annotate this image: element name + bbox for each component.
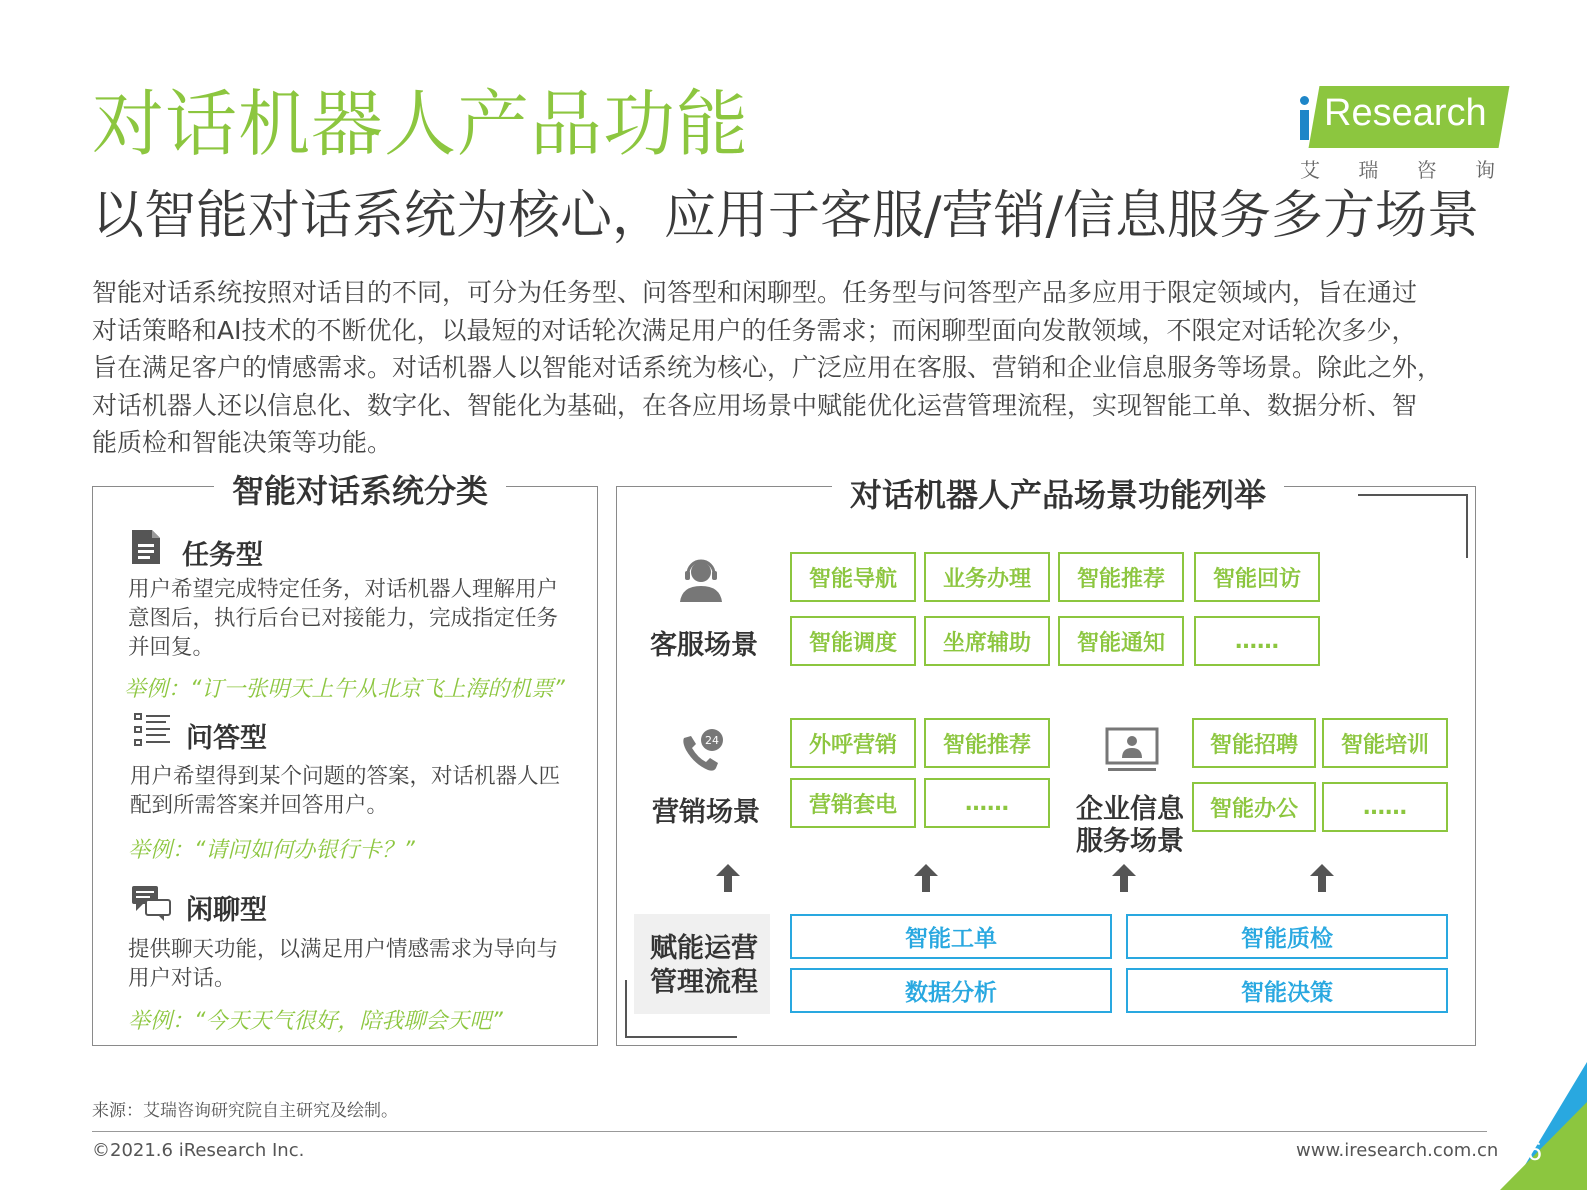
type-qa-heading: 问答型	[186, 723, 267, 754]
type-chat-description	[128, 935, 558, 993]
function-box: 智能办公	[1192, 782, 1316, 832]
desc-line: 意图后，执行后台已对接能力，完成指定任务	[128, 606, 559, 631]
type-task-example: 举例：“订一张明天上午从北京飞上海的机票”	[124, 677, 565, 702]
corner-decoration	[1480, 1062, 1587, 1194]
function-box: 智能导航	[790, 552, 916, 602]
intro-line: 对话策略和AI技术的不断优化，以最短的对话轮次满足用户的任务需求；而闲聊型面向发散领域，不限定对话轮次多少，	[92, 315, 1417, 345]
logo-cn-char: 艾	[1300, 158, 1320, 182]
type-task-heading: 任务型	[182, 540, 263, 571]
function-box: 智能招聘	[1192, 718, 1316, 768]
website-url: www.iresearch.com.cn	[1296, 1140, 1499, 1161]
function-box: 外呼营销	[790, 718, 916, 768]
function-box: 智能推荐	[924, 718, 1050, 768]
footer-divider	[92, 1131, 1487, 1132]
logo-brand-text: Research	[1324, 92, 1487, 134]
type-qa-example: 举例：“请问如何办银行卡？”	[128, 838, 415, 863]
page-subtitle: 以智能对话系统为核心，应用于客服/营销/信息服务多方场景	[92, 186, 1480, 246]
desc-line: 用户希望完成特定任务，对话机器人理解用户	[128, 577, 559, 602]
operation-box: 智能质检	[1126, 914, 1448, 959]
up-arrow-icon	[914, 864, 938, 896]
document-icon	[130, 528, 162, 570]
enterprise-label	[1076, 794, 1184, 858]
logo-cn-text	[1300, 154, 1495, 183]
function-box: 业务办理	[924, 552, 1050, 602]
source-note: 来源：艾瑞咨询研究院自主研究及绘制。	[92, 1101, 398, 1121]
list-icon	[134, 712, 172, 752]
logo-i-dot	[1300, 96, 1309, 105]
classification-panel-title: 智能对话系统分类	[214, 466, 506, 512]
logo-i-bar	[1300, 110, 1309, 140]
operation-box: 智能工单	[790, 914, 1112, 959]
type-task-description	[128, 575, 558, 662]
intro-line: 智能对话系统按照对话目的不同，可分为任务型、问答型和闲聊型。任务型与问答型产品多应用于限定领域内，旨在通过	[92, 278, 1418, 307]
up-arrow-icon	[1310, 864, 1334, 896]
logo-cn-char: 瑞	[1358, 158, 1379, 182]
function-box: 营销套电	[790, 778, 916, 828]
desc-line: 用户希望得到某个问题的答案，对话机器人匹	[130, 764, 561, 789]
monitor-user-icon	[1104, 726, 1160, 778]
type-chat-example: 举例：“今天天气很好，陪我聊会天吧”	[128, 1009, 503, 1034]
desc-line: 提供聊天功能，以满足用户情感需求为导向与	[128, 937, 559, 962]
type-chat-heading: 闲聊型	[186, 895, 267, 926]
page-number: 6	[1527, 1138, 1543, 1166]
up-arrow-icon	[716, 864, 740, 896]
headset-agent-icon	[678, 556, 724, 608]
operations-label-line: 管理流程	[650, 967, 758, 998]
operations-label	[650, 932, 758, 1000]
chat-icon	[130, 884, 172, 926]
customer-service-label: 客服场景	[650, 630, 758, 661]
operation-box: 数据分析	[790, 968, 1112, 1013]
desc-line: 并回复。	[128, 635, 215, 660]
function-box: 智能回访	[1194, 552, 1320, 602]
iresearch-logo	[1300, 86, 1500, 181]
function-box: 智能推荐	[1058, 552, 1184, 602]
enterprise-label-line: 服务场景	[1076, 826, 1184, 857]
intro-line: 旨在满足客户的情感需求。对话机器人以智能对话系统为核心，广泛应用在客服、营销和企业信息服务等场景。除此之外，	[92, 353, 1443, 382]
operation-box: 智能决策	[1126, 968, 1448, 1013]
page-title: 对话机器人产品功能	[92, 82, 750, 166]
up-arrow-icon	[1112, 864, 1136, 896]
marketing-label: 营销场景	[652, 797, 760, 828]
function-box: ……	[924, 778, 1050, 828]
logo-cn-char: 咨	[1416, 158, 1437, 182]
function-box: 智能调度	[790, 616, 916, 666]
intro-line: 能质检和智能决策等功能。	[92, 428, 393, 457]
svg-text:24: 24	[705, 734, 719, 747]
intro-paragraph	[92, 274, 1502, 462]
scenario-panel-title: 对话机器人产品场景功能列举	[832, 470, 1284, 516]
copyright: ©2021.6 iResearch Inc.	[92, 1140, 305, 1161]
desc-line: 配到所需答案并回答用户。	[130, 793, 389, 818]
function-box: 智能培训	[1322, 718, 1448, 768]
desc-line: 用户对话。	[128, 966, 236, 991]
type-qa-description	[130, 762, 560, 820]
function-box: 坐席辅助	[924, 616, 1050, 666]
intro-line: 对话机器人还以信息化、数字化、智能化为基础，在各应用场景中赋能优化运营管理流程，实现智能工单、数据分析、智	[92, 390, 1418, 420]
function-box: ……	[1322, 782, 1448, 832]
enterprise-label-line: 企业信息	[1076, 794, 1184, 825]
logo-cn-char: 询	[1474, 158, 1495, 182]
function-box: ……	[1194, 616, 1320, 666]
panel-corner-decoration	[1358, 494, 1468, 558]
phone-24-icon	[678, 728, 726, 778]
operations-label-line: 赋能运营	[650, 933, 758, 964]
function-box: 智能通知	[1058, 616, 1184, 666]
